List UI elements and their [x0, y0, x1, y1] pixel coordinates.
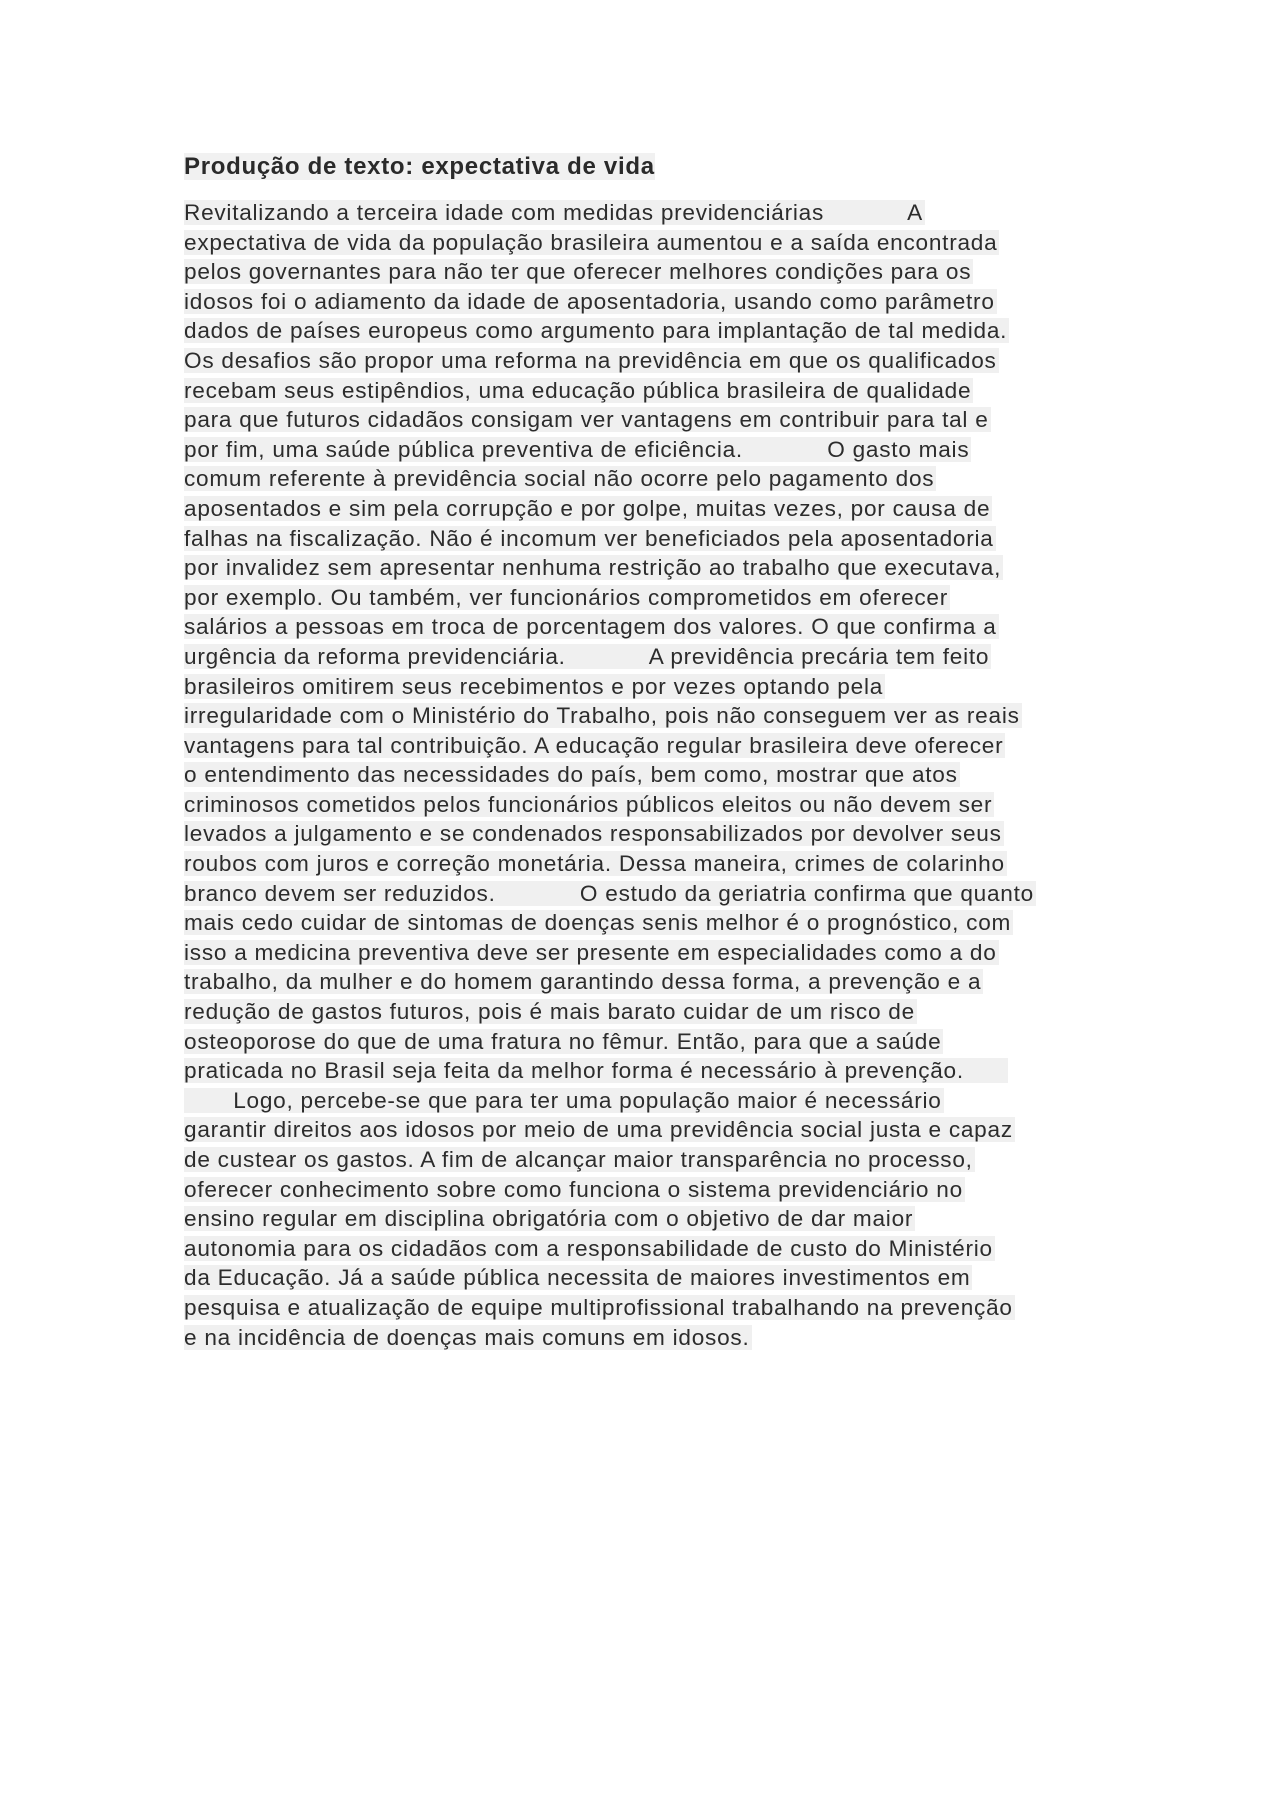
- body-line-text: pelos governantes para não ter que oferecer melhores condições para os: [184, 259, 972, 285]
- body-line-text: para que futuros cidadãos consigam ver vantagens em contribuir para tal e: [184, 407, 989, 433]
- body-line-text: garantir direitos aos idosos por meio de uma previdência social justa e capaz: [184, 1117, 1013, 1143]
- body-line-text: e na incidência de doenças mais comuns em idosos.: [184, 1324, 750, 1350]
- body-line-text: brasileiros omitirem seus recebimentos e por vezes optando pela: [184, 673, 884, 699]
- body-line-text: ensino regular em disciplina obrigatória com o objetivo de dar maior: [184, 1206, 914, 1232]
- body-line: [184, 553, 1114, 583]
- body-line-text: Os desafios são propor uma reforma na previdência em que os qualificados: [184, 347, 997, 373]
- body-line-text: falhas na fiscalização. Não é incomum ver beneficiados pela aposentadoria: [184, 525, 994, 551]
- body-line: [184, 435, 1114, 465]
- body-line-text: Logo, percebe-se que para ter uma população maior é necessário: [184, 1087, 942, 1113]
- body-line: [184, 819, 1114, 849]
- body-line-text: da Educação. Já a saúde pública necessita de maiores investimentos em: [184, 1265, 971, 1291]
- body-line-text: aposentados e sim pela corrupção e por golpe, muitas vezes, por causa de: [184, 495, 991, 521]
- body-line-text: levados a julgamento e se condenados responsabilizados por devolver seus: [184, 821, 1002, 847]
- body-line-text: por exemplo. Ou também, ver funcionários comprometidos em oferecer: [184, 584, 949, 610]
- body-line: [184, 879, 1114, 909]
- body-line-text: redução de gastos futuros, pois é mais barato cuidar de um risco de: [184, 999, 915, 1025]
- body-line-text: oferecer conhecimento sobre como funciona o sistema previdenciário no: [184, 1176, 963, 1202]
- body-line-text: autonomia para os cidadãos com a responsabilidade de custo do Ministério: [184, 1235, 993, 1261]
- body-line-text: isso a medicina preventiva deve ser presente em especialidades como a do: [184, 939, 997, 965]
- body-line-text: salários a pessoas em troca de porcentagem dos valores. O que confirma a: [184, 614, 997, 640]
- body-line: [184, 612, 1114, 642]
- body-line: [184, 524, 1114, 554]
- body-line: [184, 849, 1114, 879]
- body-line: [184, 731, 1114, 761]
- body-line: [184, 1086, 1114, 1116]
- body-line: [184, 701, 1114, 731]
- body-line-text: de custear os gastos. A fim de alcançar maior transparência no processo,: [184, 1147, 973, 1172]
- body-line-text: vantagens para tal contribuição. A educação regular brasileira deve oferecer: [184, 732, 1004, 758]
- body-line-text: dados de países europeus como argumento para implantação de tal medida.: [184, 318, 1008, 344]
- body-line: [184, 1323, 1114, 1353]
- body-line: [184, 1234, 1114, 1264]
- body-line: [184, 316, 1114, 346]
- body-line: [184, 642, 1114, 672]
- document-title-text: Produção de texto: expectativa de vida: [184, 153, 655, 180]
- body-line-text: recebam seus estipêndios, uma educação pública brasileira de qualidade: [184, 377, 972, 403]
- document-title: [184, 150, 655, 184]
- body-line-text: mais cedo cuidar de sintomas de doenças senis melhor é o prognóstico, com: [184, 910, 1012, 936]
- body-line: [184, 997, 1114, 1027]
- body-line: [184, 346, 1114, 376]
- body-line: [184, 938, 1114, 968]
- body-line-text: por fim, uma saúde pública preventiva de eficiência. O gasto mais: [184, 436, 970, 462]
- body-line: [184, 1293, 1114, 1323]
- body-line-text: branco devem ser reduzidos. O estudo da geriatria confirma que quanto: [184, 880, 1034, 906]
- body-line: [184, 790, 1114, 820]
- body-line: [184, 198, 1114, 228]
- document-body: [184, 198, 1114, 1352]
- body-line: [184, 1027, 1114, 1057]
- body-line-text: praticada no Brasil seja feita da melhor forma é necessário à prevenção.: [184, 1058, 1007, 1084]
- body-line-text: pesquisa e atualização de equipe multiprofissional trabalhando na prevenção: [184, 1294, 1013, 1320]
- body-line: [184, 1263, 1114, 1293]
- body-line: [184, 376, 1114, 406]
- body-line-text: irregularidade com o Ministério do Trabalho, pois não conseguem ver as reais: [184, 703, 1020, 729]
- body-line: [184, 228, 1114, 258]
- body-line: [184, 967, 1114, 997]
- body-line-text: urgência da reforma previdenciária. A previdência precária tem feito: [184, 643, 990, 669]
- body-line-text: por invalidez sem apresentar nenhuma restrição ao trabalho que executava,: [184, 555, 1002, 581]
- body-line: [184, 1204, 1114, 1234]
- body-line: [184, 1115, 1114, 1145]
- body-line: [184, 287, 1114, 317]
- body-line: [184, 1145, 1114, 1175]
- body-line: [184, 494, 1114, 524]
- body-line: [184, 464, 1114, 494]
- body-line-text: Revitalizando a terceira idade com medidas previdenciárias A: [184, 200, 923, 225]
- body-line: [184, 257, 1114, 287]
- body-line: [184, 908, 1114, 938]
- body-line: [184, 405, 1114, 435]
- body-line: [184, 760, 1114, 790]
- body-line-text: criminosos cometidos pelos funcionários públicos eleitos ou não devem ser: [184, 791, 993, 817]
- body-line-text: trabalho, da mulher e do homem garantindo dessa forma, a prevenção e a: [184, 969, 982, 995]
- body-line-text: comum referente à previdência social não ocorre pelo pagamento dos: [184, 466, 935, 492]
- body-line-text: roubos com juros e correção monetária. Dessa maneira, crimes de colarinho: [184, 851, 1005, 877]
- body-line-text: o entendimento das necessidades do país, bem como, mostrar que atos: [184, 762, 958, 788]
- body-line: [184, 583, 1114, 613]
- body-line: [184, 1175, 1114, 1205]
- body-line: [184, 1056, 1114, 1086]
- body-line: [184, 672, 1114, 702]
- body-line-text: idosos foi o adiamento da idade de aposentadoria, usando como parâmetro: [184, 288, 995, 314]
- body-line-text: expectativa de vida da população brasileira aumentou e a saída encontrada: [184, 229, 998, 255]
- body-line-text: osteoporose do que de uma fratura no fêmur. Então, para que a saúde: [184, 1028, 942, 1054]
